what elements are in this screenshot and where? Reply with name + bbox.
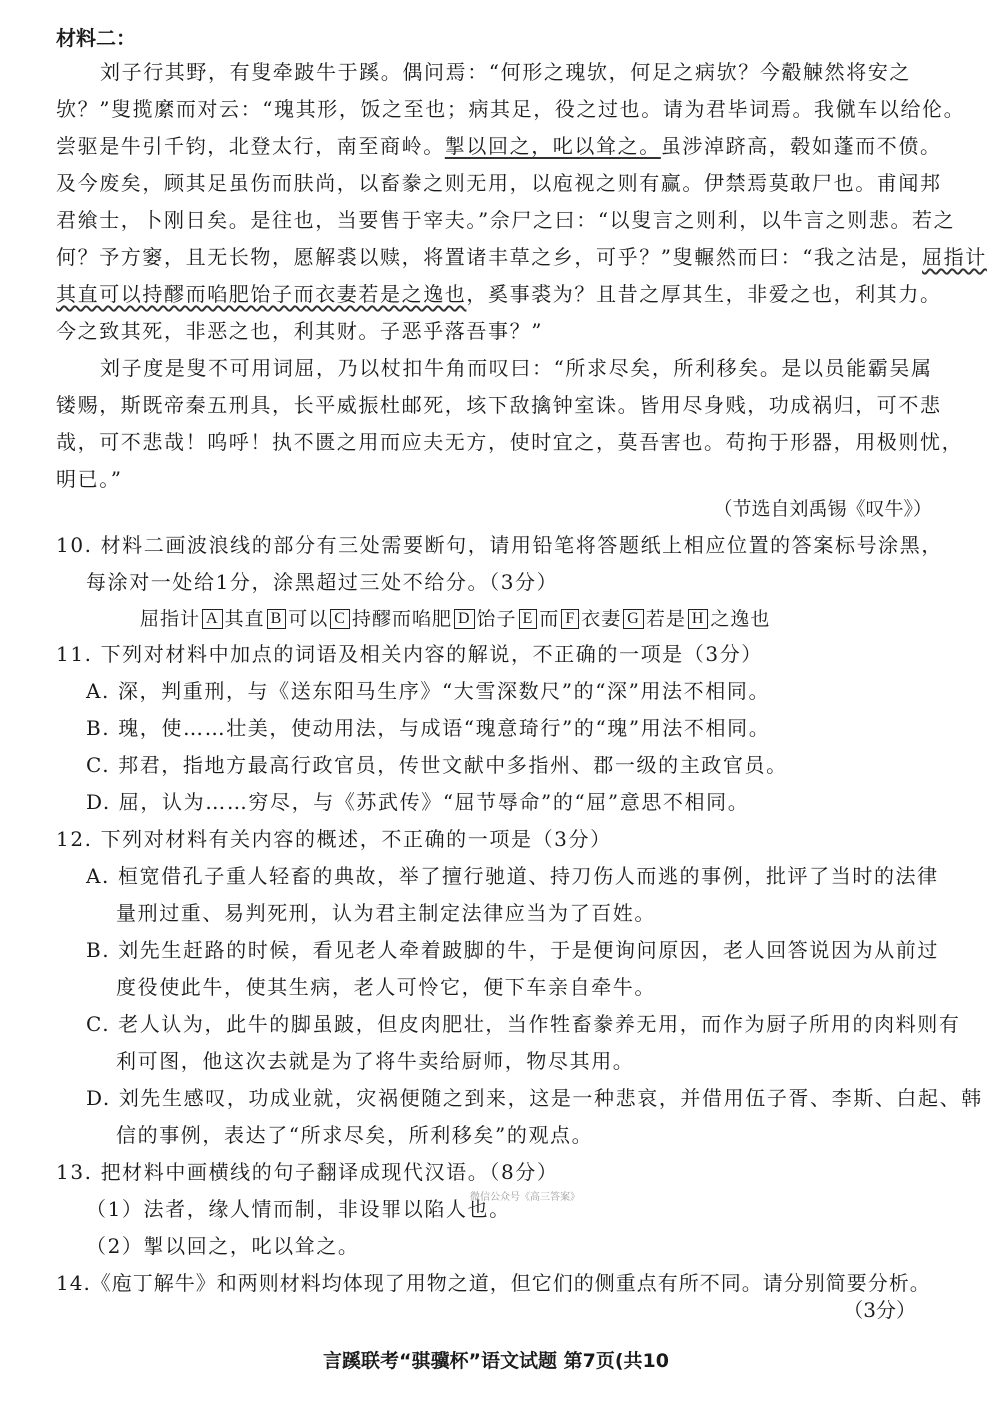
passage-line: 明已。” xyxy=(56,467,123,491)
passage-line: 及今废矣，顾其足虽伤而肤尚，以畜豢之则无用，以庖视之则有赢。伊禁焉莫敢尸也。甫闻邦 xyxy=(56,171,942,195)
segment-text: 饴子 xyxy=(476,608,517,630)
segment-text: 屈指计 xyxy=(140,608,201,630)
break-box-g[interactable]: G xyxy=(623,609,644,629)
page-footer: 言蹊联考“骐骥杯”语文试题 第7页(共10 xyxy=(323,1350,669,1372)
passage-text: 虽涉淖跻高，毂如蓬而不偾。 xyxy=(660,134,942,158)
passage-line: 今之致其死，非恶之也，利其财。子恶乎落吾事？” xyxy=(56,319,544,343)
segment-text: 之逸也 xyxy=(710,608,771,630)
segment-text: 若是 xyxy=(645,608,686,630)
passage-line: 刘子行其野，有叟牵跛牛于蹊。偶问焉：“何形之瑰欤，何足之病欤？今觳觫然将安之 xyxy=(100,60,912,84)
passage-text: 尝驱是牛引千钧，北登太行，南至商岭。 xyxy=(56,134,445,158)
question-12-option-a: A. 桓宽借孔子重人轻畜的典故，举了擅行驰道、持刀伤人而逃的事例，批评了当时的法律 xyxy=(86,864,939,888)
question-13-sentence-1: （1）法者，缘人情而制，非设罪以陷人也。 xyxy=(86,1197,511,1221)
segment-text: 其直 xyxy=(224,608,265,630)
wavy-underlined-text: 屈指计 xyxy=(922,245,987,269)
passage-line xyxy=(56,245,987,269)
question-12-option-a-cont: 量刑过重、易判死刑，认为君主制定法律应当为了百姓。 xyxy=(116,901,656,925)
question-11-option-c: C. 邦君，指地方最高行政官员，传世文献中多指州、郡一级的主政官员。 xyxy=(86,753,788,777)
question-12-option-d-cont: 信的事例，表达了“所求尽矣，所利移矣”的观点。 xyxy=(116,1123,594,1147)
passage-line xyxy=(56,282,942,306)
question-13-stem: 13. 把材料中画横线的句子翻译成现代汉语。（8分） xyxy=(56,1160,559,1184)
question-12-option-d: D. 刘先生感叹，功成业就，灾祸便随之到来，这是一种悲哀，并借用伍子胥、李斯、白起、韩 xyxy=(86,1086,983,1110)
question-13-sentence-2: （2）掣以回之，叱以耸之。 xyxy=(86,1234,360,1258)
question-11-option-b: B. 瑰，使……壮美，使动用法，与成语“瑰意琦行”的“瑰”用法不相同。 xyxy=(86,716,771,740)
break-box-f[interactable]: F xyxy=(561,609,579,629)
break-box-d[interactable]: D xyxy=(454,609,475,629)
watermark-text: 微信公众号《高三答案》 xyxy=(470,1192,580,1203)
segment-text: 而 xyxy=(539,608,560,630)
underlined-sentence: 掣以回之，叱以耸之。 xyxy=(444,134,661,158)
question-11-stem: 11. 下列对材料中加点的词语及相关内容的解说，不正确的一项是（3分） xyxy=(56,642,763,666)
question-12-option-c-cont: 利可图，他这次去就是为了将牛卖给厨师，物尽其用。 xyxy=(116,1049,635,1073)
question-10-stem-cont: 每涂对一处给1分，涂黑超过三处不给分。（3分） xyxy=(86,570,559,594)
passage-line: 刘子度是叟不可用词屈，乃以杖扣牛角而叹曰：“所求尽矣，所利移矣。是以员能霸吴属 xyxy=(100,356,933,380)
passage-line: 镂赐，斯既帝秦五刑具，长平威振杜邮死，垓下敌擒钟室诛。皆用尽身贱，功成祸归，可不悲 xyxy=(56,393,942,417)
passage-line: 君飨士，卜刚日矣。是往也，当要售于宰夫。”佘尸之曰：“以叟言之则利，以牛言之则悲。若之 xyxy=(56,208,956,232)
question-14-stem: 14.《庖丁解牛》和两则材料均体现了用物之道，但它们的侧重点有所不同。请分别简要分析。 xyxy=(56,1271,931,1295)
segment-text: 衣妻 xyxy=(581,608,622,630)
material-heading: 材料二： xyxy=(56,26,136,50)
segment-text: 可以 xyxy=(288,608,329,630)
question-12-option-b-cont: 度役使此牛，使其生病，老人可怜它，便下车亲自牵牛。 xyxy=(116,975,656,999)
break-box-a[interactable]: A xyxy=(202,609,223,629)
segment-text: 持醪而啗肥 xyxy=(351,608,452,630)
break-box-h[interactable]: H xyxy=(688,609,709,629)
passage-line: 哉，可不悲哉！呜呼！执不匮之用而应夫无方，使时宜之，莫吾害也。苟拘于形器，用极则忧， xyxy=(56,430,964,454)
question-12-option-c: C. 老人认为，此牛的脚虽跛，但皮肉肥壮，当作牲畜豢养无用，而作为厨子所用的肉料则有 xyxy=(86,1012,961,1036)
question-12-stem: 12. 下列对材料有关内容的概述，不正确的一项是（3分） xyxy=(56,827,612,851)
question-10-stem: 10. 材料二画波浪线的部分有三处需要断句，请用铅笔将答题纸上相应位置的答案标号涂黑， xyxy=(56,533,943,557)
sentence-break-options xyxy=(140,604,770,631)
break-box-e[interactable]: E xyxy=(519,609,538,629)
passage-source: （节选自刘禹锡《叹牛》） xyxy=(713,498,932,520)
break-box-b[interactable]: B xyxy=(267,609,287,629)
passage-text: ，奚事裘为？且昔之厚其生，非爱之也，利其力。 xyxy=(466,282,942,306)
passage-line: 欤？”叟揽縻而对云：“瑰其形，饭之至也；病其足，役之过也。请为君毕词焉。我僦车以给伦。 xyxy=(56,97,966,121)
wavy-underlined-text: 其直可以持醪而啗肥饴子而衣妻若是之逸也 xyxy=(56,282,467,306)
question-14-score: （3分） xyxy=(843,1298,916,1322)
question-12-option-b: B. 刘先生赶路的时候，看见老人牵着跛脚的牛，于是便询问原因，老人回答说因为从前过 xyxy=(86,938,940,962)
passage-text: 何？予方窭，且无长物，愿解裘以赎，将置诸丰草之乡，可乎？”叟輾然而曰：“我之沽是， xyxy=(56,245,923,269)
break-box-c[interactable]: C xyxy=(330,609,350,629)
question-11-option-d: D. 屈，认为……穷尽，与《苏武传》“屈节辱命”的“屈”意思不相同。 xyxy=(86,790,750,814)
question-11-option-a: A. 深，判重刑，与《送东阳马生序》“大雪深数尺”的“深”用法不相同。 xyxy=(86,679,771,703)
passage-line xyxy=(56,134,942,158)
